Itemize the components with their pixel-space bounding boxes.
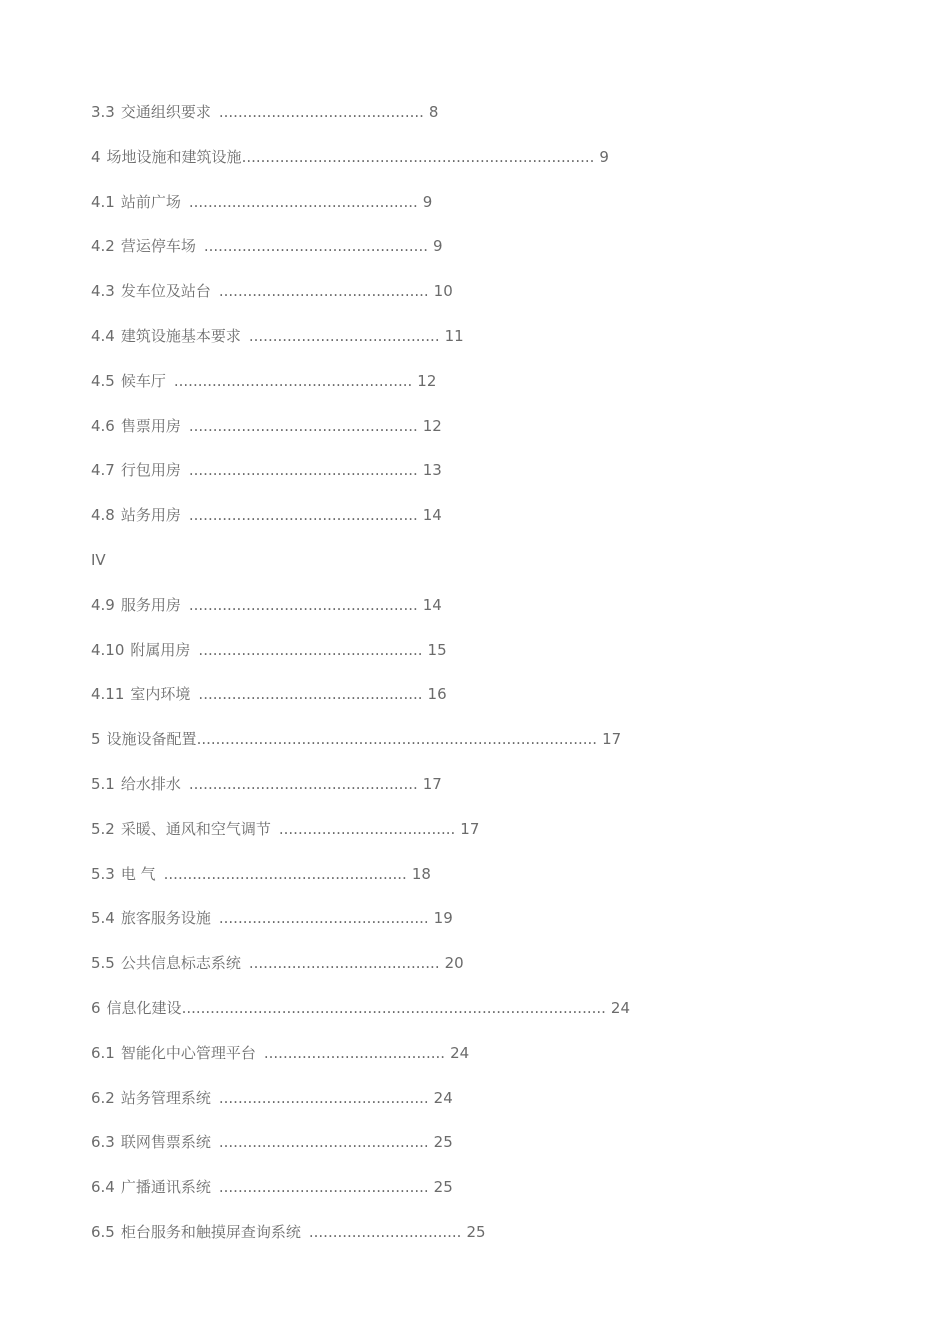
toc-entry-title: 交通组织要求 — [120, 103, 211, 121]
toc-page-number: 24 — [433, 1088, 453, 1107]
toc-entry-title: 售票用房 — [120, 416, 181, 435]
toc-entry-title: 发车位及站台 — [120, 282, 211, 301]
toc-page-number: 12 — [422, 416, 442, 435]
toc-leader-dots: ................................................ — [188, 774, 418, 793]
toc-entry-title: 室内环境 — [130, 685, 191, 704]
toc-page-number: 19 — [433, 909, 453, 928]
toc-entry-number: 4.7 — [91, 461, 115, 480]
toc-leader-dots: .................................................. — [173, 371, 413, 390]
toc-page-number: 10 — [433, 282, 453, 301]
toc-entry[interactable] — [91, 1174, 911, 1219]
toc-entry-number: 6.3 — [91, 1133, 115, 1152]
toc-page-number: 25 — [466, 1222, 486, 1241]
toc-page-number: 14 — [422, 595, 442, 614]
toc-entry-title: 服务用房 — [120, 595, 181, 614]
toc-page-number: 24 — [610, 998, 631, 1017]
toc-entry[interactable] — [91, 189, 911, 234]
toc-entry-title: 信息化建设 — [106, 998, 182, 1017]
toc-leader-dots: ........................................ — [248, 326, 440, 345]
toc-entry-title: 设施设备配置 — [106, 730, 197, 749]
toc-leader-dots: ............................................... — [198, 685, 423, 704]
toc-entry-title: 站前广场 — [120, 192, 181, 211]
toc-entry-title: 广播通讯系统 — [120, 1178, 211, 1197]
toc-entry[interactable] — [91, 323, 911, 368]
toc-entry-number: 6.4 — [91, 1178, 115, 1197]
toc-page-number: 17 — [422, 774, 442, 793]
toc-page-number: 15 — [427, 640, 447, 659]
toc-entry-number: 6 — [91, 998, 101, 1017]
toc-leader-dots: .......................................................................... — [241, 147, 595, 166]
toc-leader-dots: ............................................ — [218, 1133, 429, 1152]
toc-entry-number: 4.1 — [91, 192, 115, 211]
toc-page-number: 12 — [417, 371, 437, 390]
toc-page-number: 9 — [422, 192, 433, 211]
toc-leader-dots: ............................................... — [203, 237, 428, 256]
toc-entry[interactable] — [91, 861, 911, 906]
toc-entry-title: 站务管理系统 — [120, 1088, 211, 1107]
toc-page-number: 16 — [427, 685, 447, 704]
toc-entry-number: 5.2 — [91, 819, 115, 838]
toc-entry-title: 给水排水 — [120, 774, 181, 793]
toc-entry-title: 柜台服务和触摸屏查询系统 — [120, 1222, 301, 1241]
toc-entry[interactable] — [91, 726, 911, 771]
toc-entry[interactable] — [91, 502, 911, 547]
toc-entry-number: 4.8 — [91, 506, 115, 525]
toc-page-number: 18 — [411, 864, 431, 883]
toc-entry-number: 5.3 — [91, 864, 115, 883]
toc-page-number: 13 — [422, 461, 442, 480]
toc-page-number: 25 — [433, 1133, 453, 1152]
toc-page-number: 17 — [602, 730, 622, 749]
toc-entry-number: 3.3 — [91, 103, 115, 121]
toc-entry[interactable] — [91, 413, 911, 458]
toc-leader-dots: ................................................ — [188, 416, 418, 435]
toc-leader-dots: ...................................... — [263, 1043, 446, 1062]
toc-leader-dots: ............................................ — [218, 282, 429, 301]
toc-entry[interactable] — [91, 681, 911, 726]
toc-entry-number: 5.5 — [91, 954, 115, 973]
toc-entry-number: 5.1 — [91, 774, 115, 793]
toc-entry-number: 4.3 — [91, 282, 115, 301]
toc-leader-dots: ................................................ — [188, 595, 418, 614]
toc-entry-number: 6.1 — [91, 1043, 115, 1062]
toc-entry[interactable] — [91, 99, 911, 144]
toc-leader-dots: .................................................................................... — [196, 730, 598, 749]
toc-leader-dots: ................................................ — [188, 192, 418, 211]
toc-entry-title: 采暖、通风和空气调节 — [120, 819, 271, 838]
toc-leader-dots: ............................................ — [218, 909, 429, 928]
toc-entry-title: 电 气 — [120, 864, 156, 883]
toc-page-number: 9 — [599, 147, 609, 166]
toc-entry-number: 5.4 — [91, 909, 115, 928]
toc-leader-dots: ......................................................................................... — [181, 998, 606, 1017]
toc-entry-number: 4.10 — [91, 640, 125, 659]
toc-leader-dots: ..................................... — [278, 819, 456, 838]
toc-entry-title: 建筑设施基本要求 — [120, 326, 241, 345]
toc-entry-title: 候车厅 — [120, 371, 166, 390]
toc-entry[interactable] — [91, 368, 911, 413]
toc-entry-number: 4.2 — [91, 237, 115, 256]
toc-entry[interactable] — [91, 995, 911, 1040]
toc-page-number: 20 — [444, 954, 464, 973]
toc-leader-dots: ............................................ — [218, 1088, 429, 1107]
toc-entry[interactable] — [91, 144, 911, 189]
toc-page-number: 8 — [428, 103, 439, 121]
toc-entry-number: 4.9 — [91, 595, 115, 614]
toc-entry-number: 4.5 — [91, 371, 115, 390]
toc-entry[interactable] — [91, 1040, 911, 1085]
table-of-contents — [91, 99, 911, 1264]
toc-entry-number: 6.5 — [91, 1222, 115, 1241]
toc-entry[interactable] — [91, 816, 911, 861]
toc-entry-title: 公共信息标志系统 — [120, 954, 241, 973]
toc-entry-title: 营运停车场 — [120, 237, 196, 256]
toc-page-number: 11 — [444, 326, 464, 345]
toc-page-number: 24 — [450, 1043, 470, 1062]
toc-entry-title: 场地设施和建筑设施 — [106, 147, 242, 166]
toc-entry-title: 旅客服务设施 — [120, 909, 211, 928]
toc-entry[interactable] — [91, 233, 911, 278]
toc-page-number: 25 — [433, 1178, 453, 1197]
toc-leader-dots: ................................ — [308, 1222, 462, 1241]
toc-entry[interactable] — [91, 1219, 911, 1264]
toc-page-number: 17 — [460, 819, 480, 838]
toc-leader-dots: ................................................... — [163, 864, 407, 883]
toc-entry-number: IV — [91, 550, 106, 569]
toc-entry[interactable] — [91, 547, 911, 592]
toc-entry[interactable] — [91, 1129, 911, 1174]
toc-leader-dots: ............................................ — [218, 1178, 429, 1197]
toc-entry-number: 4.4 — [91, 326, 115, 345]
toc-entry-number: 6.2 — [91, 1088, 115, 1107]
toc-leader-dots: ................................................ — [188, 461, 418, 480]
toc-entry[interactable] — [91, 278, 911, 323]
toc-leader-dots: ............................................... — [198, 640, 423, 659]
toc-entry[interactable] — [91, 457, 911, 502]
toc-entry[interactable] — [91, 771, 911, 816]
toc-entry[interactable] — [91, 637, 911, 682]
toc-leader-dots: ........................................... — [218, 103, 424, 121]
toc-entry-title: 行包用房 — [120, 461, 181, 480]
toc-page-number: 14 — [422, 506, 442, 525]
toc-entry-title: 站务用房 — [120, 506, 181, 525]
toc-entry-number: 4 — [91, 147, 101, 166]
toc-leader-dots: ........................................ — [248, 954, 440, 973]
toc-entry[interactable] — [91, 950, 911, 995]
toc-entry-number: 4.6 — [91, 416, 115, 435]
toc-entry[interactable] — [91, 1085, 911, 1130]
toc-entry-number: 4.11 — [91, 685, 125, 704]
toc-entry-title: 附属用房 — [130, 640, 191, 659]
toc-entry-number: 5 — [91, 730, 101, 749]
toc-page-number: 9 — [432, 237, 443, 256]
toc-entry-title: 联网售票系统 — [120, 1133, 211, 1152]
toc-entry-title: 智能化中心管理平台 — [120, 1043, 256, 1062]
toc-entry[interactable] — [91, 905, 911, 950]
toc-entry[interactable] — [91, 592, 911, 637]
toc-leader-dots: ................................................ — [188, 506, 418, 525]
